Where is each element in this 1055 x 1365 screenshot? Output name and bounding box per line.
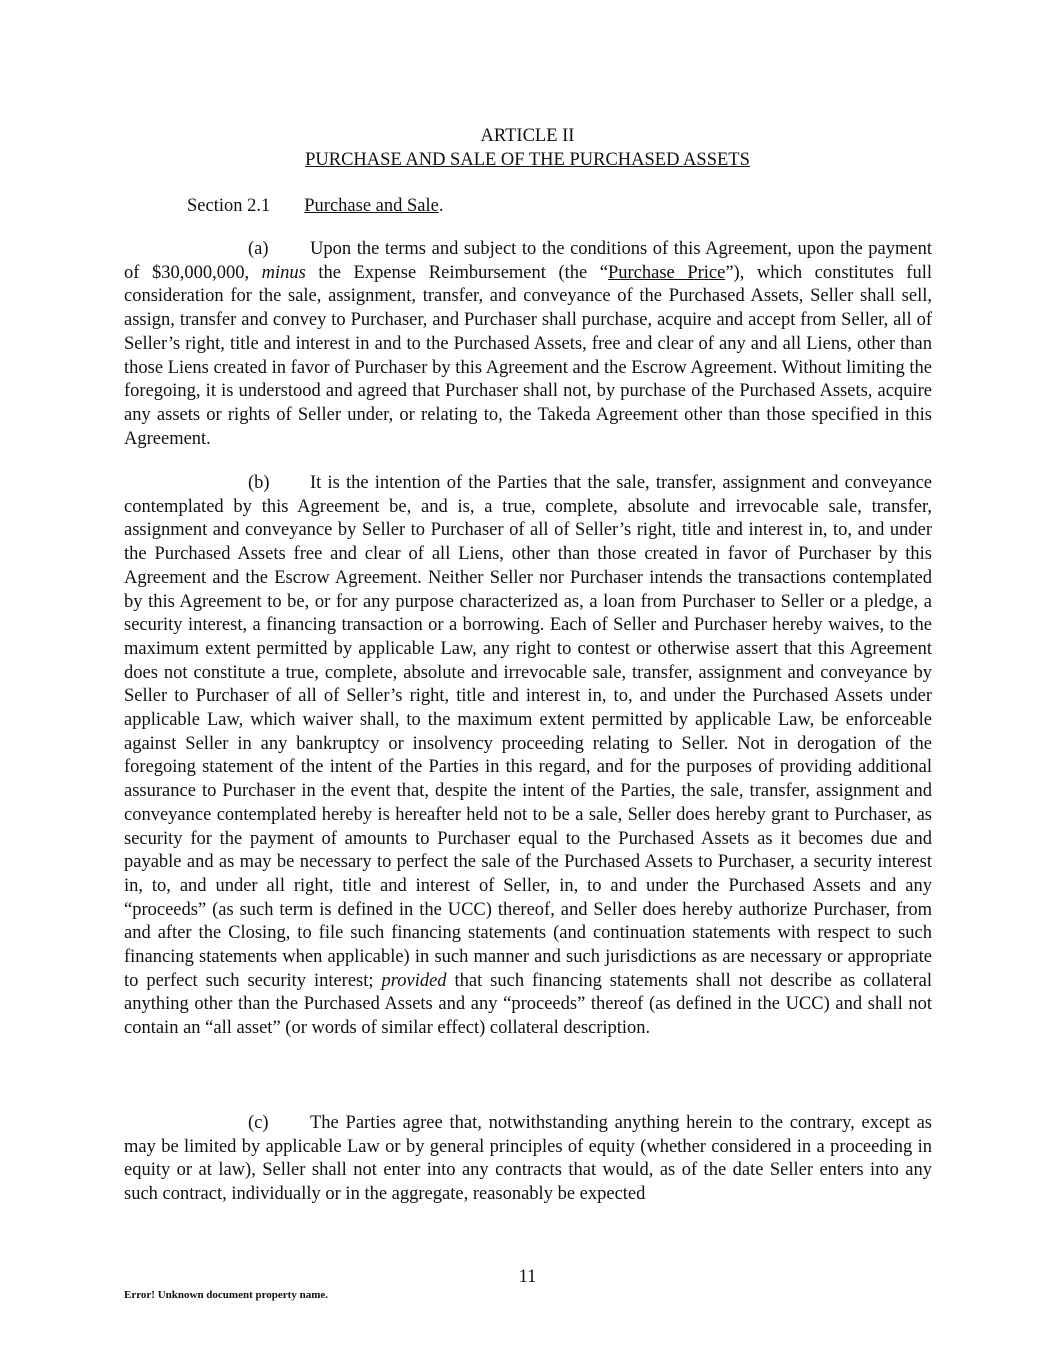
section-title-suffix: . <box>438 196 444 216</box>
section-title: Purchase and Sale <box>304 196 439 216</box>
defined-term-purchase-price: Purchase Price <box>607 262 726 283</box>
paragraph-b-text-1: It is the intention of the Parties that the sale, transfer, assignment and conveyance contemplated by this Agreement be, and is, a true, complete, absolute and irrevocable sale, transfer, assignment and conveyance by Seller to Purchaser of all of Seller’s right, title and interest in, to, and under the Purchased Assets free and clear of all Liens, other than those created in favor of Purchaser by this Agreement and the Escrow Agreement. Neither Seller nor Purchaser intends the transactions contemplated by this Agreement to be, or for any purpose characterized as, a loan from Purchaser to Seller or a pledge, a security interest, a financing transaction or a borrowing. Each of Seller and Purchaser hereby waives, to the maximum extent permitted by applicable Law, any right to contest or otherwise assert that this Agreement does not constitute a true, complete, absolute and irrevocable sale, transfer, assignment and conveyance by Seller to Purchaser of all of Seller’s right, title and interest in, to, and under the Purchased Assets under applicable Law, which waiver shall, to the maximum extent permitted by applicable Law, be enforceable against Seller in any bankruptcy or insolvency proceeding relating to Seller. Not in derogation of the foregoing statement of the intent of the Parties in this regard, and for the purposes of providing additional assurance to Purchaser in the event that, despite the intent of the Parties, the sale, transfer, assignment and conveyance contemplated hereby is hereafter held not to be a sale, Seller does hereby grant to Purchaser, as security for the payment of amounts to Purchaser equal to the Purchased Assets as it becomes due and payable and as may be necessary to perfect the sale of the Purchased Assets to Purchaser, a security interest in, to, and under all right, title and interest of Seller, in, to and under the Purchased Assets and any “proceeds” (as such term is defined in the UCC) thereof, and Seller does hereby authorize Purchaser, from and after the Closing, to file such financing statements (and continuation statements with respect to such financing statements when applicable) in such manner and such jurisdictions as are necessary or appropriate to perfect such security interest; <box>124 473 932 991</box>
paragraph-b-label: (b) <box>248 473 270 493</box>
paragraph-a-text-3: ”), which constitutes full consideration for the sale, assignment, transfer, and conveyance of the Purchased Assets, Seller shall sell, assign, transfer and convey to Purchaser, and Purchaser shall purchase, acquire and accept from Seller, all of Seller’s right, title and interest in and to the Purchased Assets, free and clear of any and all Liens, other than those Liens created in favor of Purchaser by this Agreement and the Escrow Agreement. Without limiting the foregoing, it is understood and agreed that Purchaser shall not, by purchase of the Purchased Assets, acquire any assets or rights of Seller under, or relating to, the Takeda Agreement other than those specified in this Agreement. <box>124 262 933 449</box>
section-heading <box>187 194 443 218</box>
paragraph-b <box>124 472 932 1041</box>
paragraph-a-text-1: Upon the terms and subject to the conditions of this Agreement, upon the payment of $30,000,000, <box>124 239 932 283</box>
paragraph-c <box>124 1112 932 1207</box>
paragraph-a-italic-minus: minus <box>261 262 306 283</box>
paragraph-b-text-2: that such financing statements shall not describe as collateral anything other than the Purchased Assets and any “proceeds” thereof (as defined in the UCC) and shall not contain an “all asset” (or words of similar effect) collateral description. <box>124 970 932 1039</box>
footer-error-note: Error! Unknown document property name. <box>124 1289 329 1301</box>
section-number: Section 2.1 <box>187 196 271 216</box>
page-number: 11 <box>518 1267 537 1287</box>
article-number: ARTICLE II <box>480 126 575 146</box>
article-title: PURCHASE AND SALE OF THE PURCHASED ASSETS <box>305 150 750 170</box>
paragraph-a-label: (a) <box>248 239 269 259</box>
paragraph-b-italic-provided: provided <box>381 970 447 991</box>
paragraph-a-text-2: the Expense Reimbursement (the “ <box>305 262 608 283</box>
paragraph-a <box>124 238 932 451</box>
paragraph-c-text-1: The Parties agree that, notwithstanding anything herein to the contrary, except as may be limited by applicable Law or by general principles of equity (whether considered in a proceeding in equity or at law), Seller shall not enter into any contracts that would, as of the date Seller enters into any such contract, individually or in the aggregate, reasonably be expected <box>124 1113 932 1205</box>
article-heading <box>0 124 1055 172</box>
paragraph-c-label: (c) <box>248 1113 269 1133</box>
